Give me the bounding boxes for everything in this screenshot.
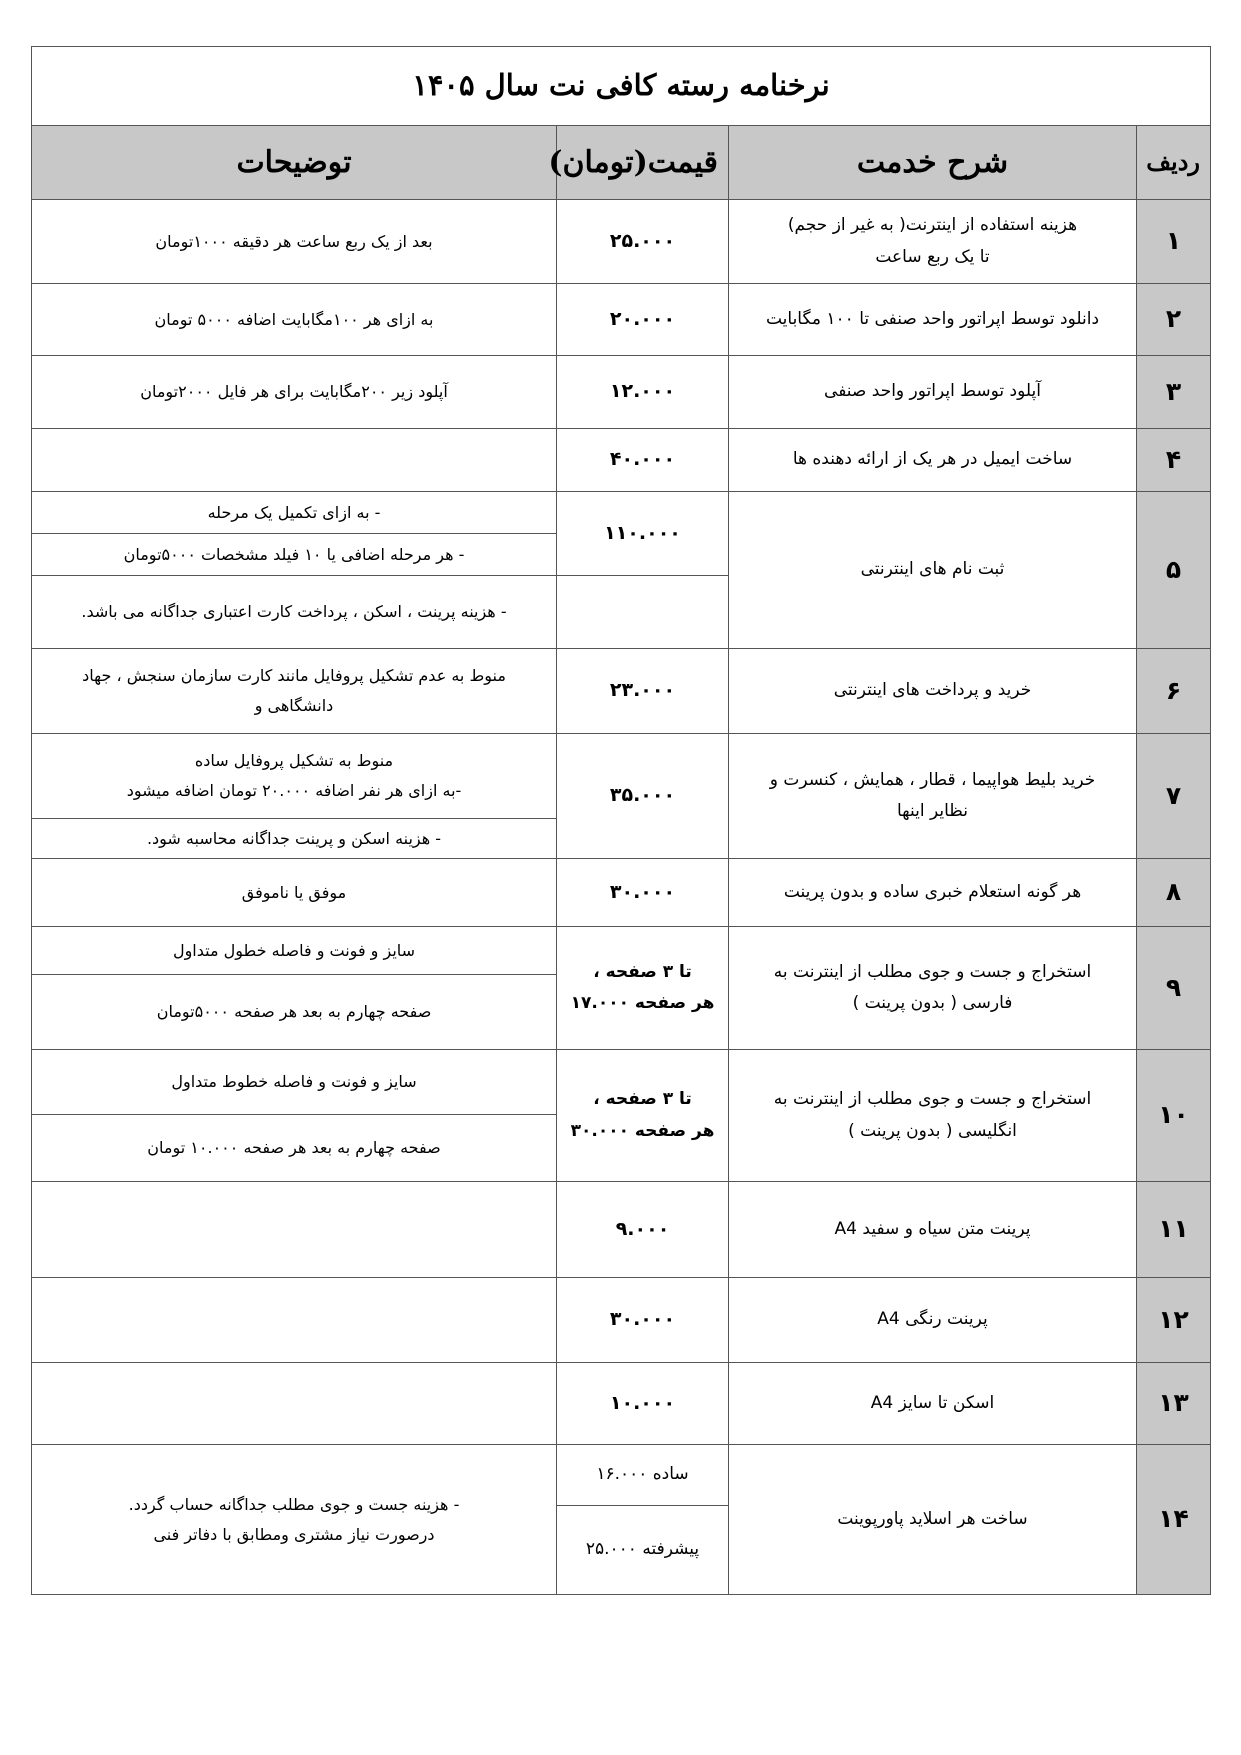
- note-cell: [32, 1182, 557, 1278]
- row-number: ۴: [1137, 429, 1211, 492]
- price-line: هر صفحه ۳۰.۰۰۰: [570, 1120, 715, 1141]
- service-cell: ساخت ایمیل در هر یک از ارائه دهنده ها: [729, 429, 1137, 492]
- header-notes: توضیحات: [32, 126, 557, 200]
- service-line: استخراج و جست و جوی مطلب از اینترنت به: [773, 1089, 1092, 1110]
- price-cell: ۹.۰۰۰: [557, 1182, 729, 1278]
- note-cell: سایز و فونت و فاصله خطوط متداول: [32, 1050, 557, 1115]
- note-line: منوط به عدم تشکیل پروفایل مانند کارت سازمان سنجش ، جهاد: [82, 666, 506, 686]
- service-line: فارسی ( بدون پرینت ): [852, 993, 1013, 1013]
- price-cell: ۱۰.۰۰۰: [557, 1363, 729, 1445]
- note-line: منوط به تشکیل پروفایل ساده: [194, 751, 394, 771]
- table-row: [32, 1445, 1211, 1506]
- note-cell: - هزینه پرینت ، اسکن ، پرداخت کارت اعتباری جداگانه می باشد.: [32, 576, 557, 649]
- service-cell: ثبت نام های اینترنتی: [729, 492, 1137, 649]
- service-cell: اسکن تا سایز A4: [729, 1363, 1137, 1445]
- table-row: [32, 1363, 1211, 1445]
- note-cell: بعد از یک ربع ساعت هر دقیقه ۱۰۰۰تومان: [32, 200, 557, 284]
- service-line: نظایر اینها: [897, 801, 968, 821]
- note-cell: سایز و فونت و فاصله خطول متداول: [32, 927, 557, 975]
- price-cell: ۲۰.۰۰۰: [557, 284, 729, 356]
- note-line: -به ازای هر نفر اضافه ۲۰.۰۰۰ تومان اضافه میشود: [126, 781, 462, 800]
- row-number: ۵: [1137, 492, 1211, 649]
- note-cell: - هر مرحله اضافی یا ۱۰ فیلد مشخصات ۵۰۰۰تومان: [32, 534, 557, 576]
- note-cell: [32, 429, 557, 492]
- price-cell: ۱۱۰.۰۰۰: [557, 492, 729, 576]
- service-cell: خرید و پرداخت های اینترنتی: [729, 649, 1137, 734]
- table-row: [32, 859, 1211, 927]
- service-cell: پرینت متن سیاه و سفید A4: [729, 1182, 1137, 1278]
- price-cell: ۴۰.۰۰۰: [557, 429, 729, 492]
- price-line: تا ۳ صفحه ،: [593, 961, 692, 982]
- price-cell: ۲۳.۰۰۰: [557, 649, 729, 734]
- service-cell: [729, 200, 1137, 284]
- header-service: شرح خدمت: [729, 126, 1137, 200]
- price-cell: ۱۲.۰۰۰: [557, 356, 729, 429]
- header-price: قیمت(تومان): [557, 126, 729, 200]
- note-cell: [32, 734, 557, 819]
- service-cell: هر گونه استعلام خبری ساده و بدون پرینت: [729, 859, 1137, 927]
- table-row: [32, 429, 1211, 492]
- header-row-number: ردیف: [1137, 126, 1211, 200]
- service-cell: [729, 927, 1137, 1050]
- table-row: [32, 356, 1211, 429]
- price-cell: ساده ۱۶.۰۰۰: [557, 1445, 729, 1506]
- row-number: ۹: [1137, 927, 1211, 1050]
- price-cell: ۳۰.۰۰۰: [557, 1278, 729, 1363]
- price-cell: [557, 927, 729, 1050]
- service-cell: آپلود توسط اپراتور واحد صنفی: [729, 356, 1137, 429]
- table-row: [32, 734, 1211, 819]
- note-cell: [32, 649, 557, 734]
- note-line: درصورت نیاز مشتری ومطابق با دفاتر فنی: [153, 1524, 435, 1544]
- empty-price-cell: [557, 576, 729, 649]
- price-cell: [557, 1050, 729, 1182]
- table-row: [32, 649, 1211, 734]
- note-cell: - هزینه اسکن و پرینت جداگانه محاسبه شود.: [32, 819, 557, 859]
- price-line: هر صفحه ۱۷.۰۰۰: [570, 993, 715, 1013]
- price-line: تا ۳ صفحه ،: [593, 1089, 692, 1110]
- note-cell: صفحه چهارم به بعد هر صفحه ۵۰۰۰تومان: [32, 975, 557, 1050]
- service-line: استخراج و جست و جوی مطلب از اینترنت به: [773, 961, 1092, 982]
- service-cell: ساخت هر اسلاید پاورپوینت: [729, 1445, 1137, 1595]
- row-number: ۱۳: [1137, 1363, 1211, 1445]
- note-cell: به ازای هر ۱۰۰مگابایت اضافه ۵۰۰۰ تومان: [32, 284, 557, 356]
- price-cell: ۲۵.۰۰۰: [557, 200, 729, 284]
- table-row: [32, 1182, 1211, 1278]
- row-number: ۱۴: [1137, 1445, 1211, 1595]
- service-line: هزینه استفاده از اینترنت( به غیر از حجم): [787, 215, 1078, 236]
- table-row: [32, 492, 1211, 534]
- price-cell: پیشرفته ۲۵.۰۰۰: [557, 1506, 729, 1595]
- table-row: [32, 200, 1211, 284]
- service-cell: [729, 1050, 1137, 1182]
- note-cell: موفق یا ناموفق: [32, 859, 557, 927]
- row-number: ۱۲: [1137, 1278, 1211, 1363]
- table-row: [32, 284, 1211, 356]
- service-cell: [729, 734, 1137, 859]
- row-number: ۷: [1137, 734, 1211, 859]
- note-cell: - به ازای تکمیل یک مرحله: [32, 492, 557, 534]
- note-line: - هزینه جست و جوی مطلب جداگانه حساب گردد.: [128, 1494, 460, 1514]
- service-cell: پرینت رنگی A4: [729, 1278, 1137, 1363]
- row-number: ۶: [1137, 649, 1211, 734]
- table-row: [32, 1050, 1211, 1115]
- row-number: ۱۱: [1137, 1182, 1211, 1278]
- price-cell: ۳۰.۰۰۰: [557, 859, 729, 927]
- row-number: ۱: [1137, 200, 1211, 284]
- note-line: دانشگاهی و: [254, 696, 334, 715]
- row-number: ۲: [1137, 284, 1211, 356]
- table-row: [32, 927, 1211, 975]
- row-number: ۸: [1137, 859, 1211, 927]
- note-cell: [32, 1445, 557, 1595]
- price-list-table: [31, 46, 1211, 1595]
- service-line: خرید بلیط هواپیما ، قطار ، همایش ، کنسرت و: [769, 769, 1096, 790]
- price-cell: ۳۵.۰۰۰: [557, 734, 729, 859]
- service-line: انگلیسی ( بدون پرینت ): [848, 1120, 1017, 1141]
- note-cell: آپلود زیر ۲۰۰مگابایت برای هر فایل ۲۰۰۰تومان: [32, 356, 557, 429]
- page-title: نرخنامه رسته کافی نت سال ۱۴۰۵: [32, 47, 1211, 126]
- service-cell: دانلود توسط اپراتور واحد صنفی تا ۱۰۰ مگابایت: [729, 284, 1137, 356]
- table-row: [32, 1278, 1211, 1363]
- row-number: ۱۰: [1137, 1050, 1211, 1182]
- row-number: ۳: [1137, 356, 1211, 429]
- header-row: [32, 126, 1211, 200]
- note-cell: [32, 1363, 557, 1445]
- service-line: تا یک ربع ساعت: [875, 246, 990, 267]
- note-cell: صفحه چهارم به بعد هر صفحه ۱۰.۰۰۰ تومان: [32, 1115, 557, 1182]
- note-cell: [32, 1278, 557, 1363]
